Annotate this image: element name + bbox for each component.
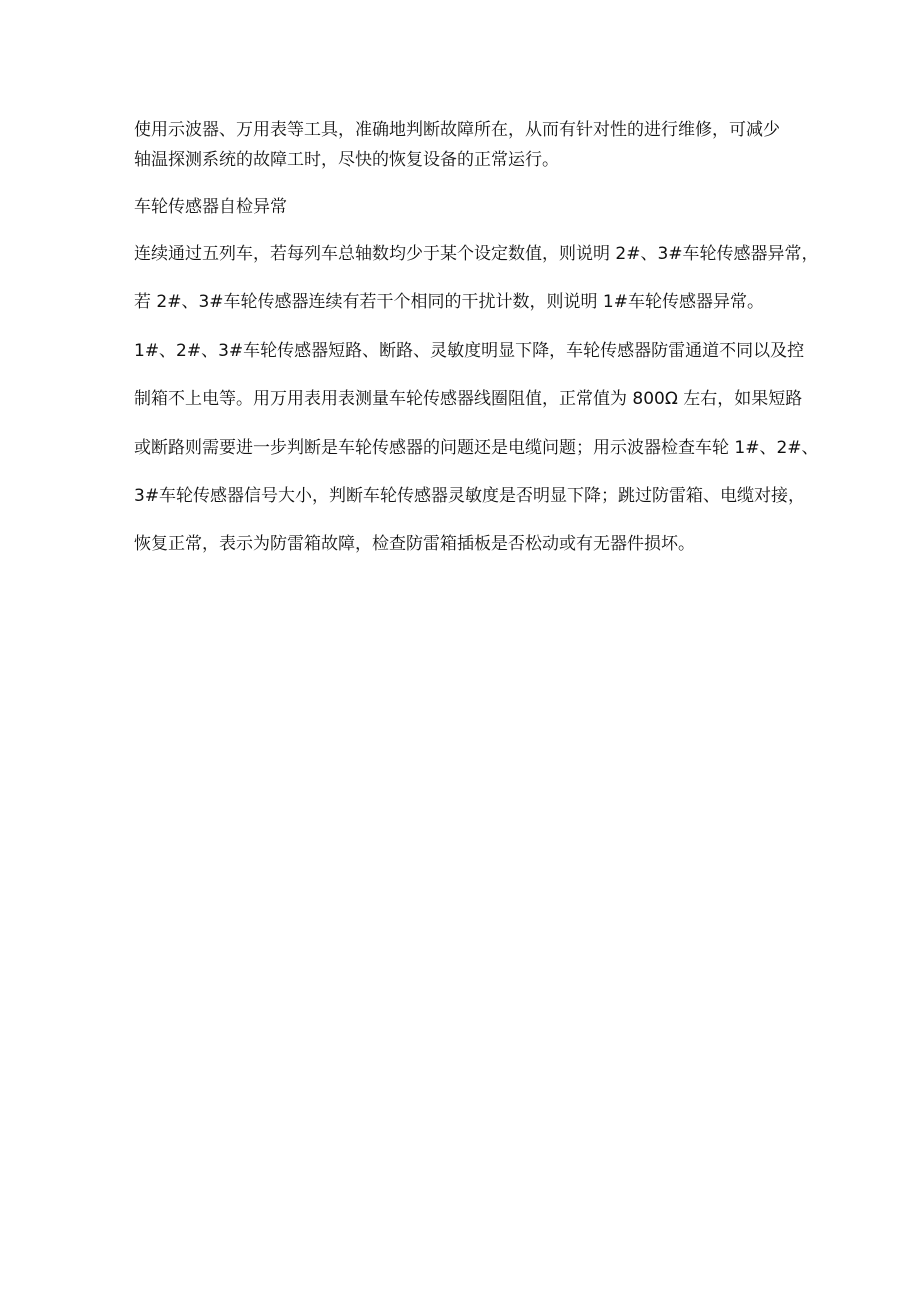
paragraph-3-line-1: 1#、2#、3#车轮传感器短路、断路、灵敏度明显下降，车轮传感器防雷通道不同以及控 bbox=[134, 341, 805, 361]
paragraph-3-line-5: 恢复正常，表示为防雷箱故障，检查防雷箱插板是否松动或有无器件损坏。 bbox=[134, 534, 695, 554]
paragraph-3-line-3: 或断路则需要进一步判断是车轮传感器的问题还是电缆问题；用示波器检查车轮 1#、2#、 bbox=[134, 438, 819, 458]
paragraph-2-line-2: 若 2#、3#车轮传感器连续有若干个相同的干扰计数，则说明 1#车轮传感器异常。 bbox=[134, 292, 764, 312]
paragraph-3-line-2: 制箱不上电等。用万用表用表测量车轮传感器线圈阻值，正常值为 800Ω 左右，如果短路 bbox=[134, 389, 803, 409]
section-heading: 车轮传感器自检异常 bbox=[134, 197, 287, 217]
paragraph-3-line-4: 3#车轮传感器信号大小，判断车轮传感器灵敏度是否明显下降；跳过防雷箱、电缆对接， bbox=[134, 486, 806, 506]
paragraph-1-line-2: 轴温探测系统的故障工时，尽快的恢复设备的正常运行。 bbox=[134, 150, 559, 170]
paragraph-1-line-1: 使用示波器、万用表等工具，准确地判断故障所在，从而有针对性的进行维修，可减少 bbox=[134, 120, 780, 140]
paragraph-2-line-1: 连续通过五列车，若每列车总轴数均少于某个设定数值，则说明 2#、3#车轮传感器异常， bbox=[134, 244, 819, 264]
